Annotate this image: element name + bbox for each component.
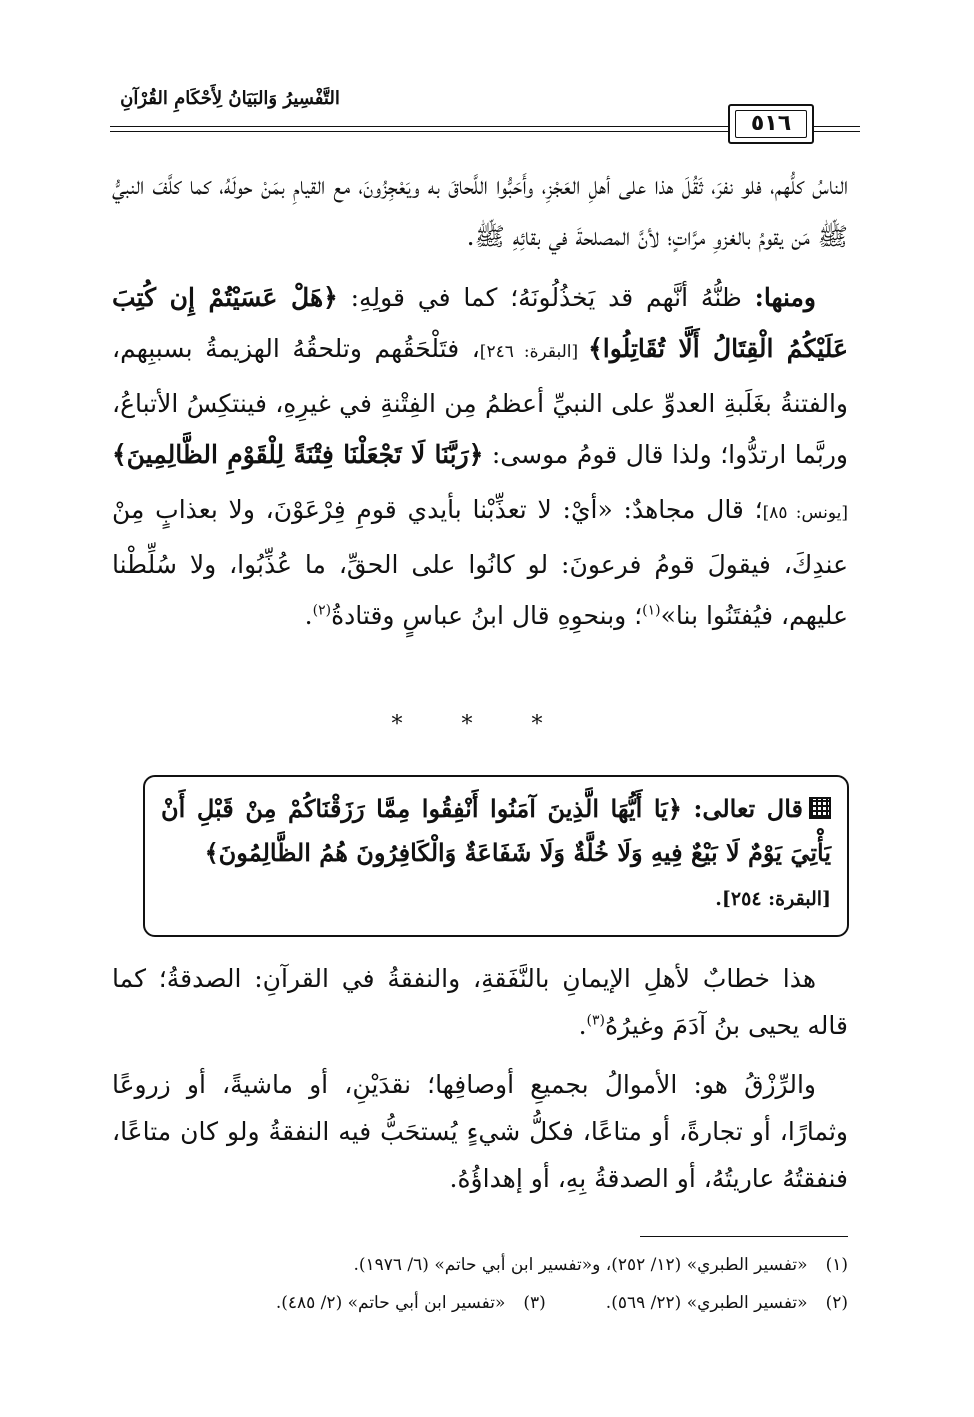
- footnote-rule: [640, 1236, 848, 1237]
- footnote-2-3: [112, 1284, 848, 1322]
- main-text: [112, 160, 848, 651]
- footnote-marker: (١): [642, 602, 661, 619]
- footnote-text: «تفسير ابن أبي حاتم» (٢/ ٤٨٥).: [275, 1293, 506, 1313]
- footnote-marker: (٣): [586, 1012, 606, 1029]
- verse-label: قال تعالى:: [693, 794, 804, 823]
- footnote-text: «تفسير الطبري» (١٢/ ٢٥٢)، و«تفسير ابن أبي حاتم» (٦/ ١٩٧٦).: [353, 1255, 808, 1275]
- footnote-marker: (٢): [312, 602, 332, 619]
- footnote-number: (١): [825, 1255, 848, 1275]
- verse-reference: [البقرة: ٢٥٤].: [715, 888, 831, 910]
- paragraph-text: ظنُّهُ أنَّهم قد يَخذُلُونَهُ؛ كما في قولِهِ:: [337, 283, 755, 312]
- paragraph-3: [112, 955, 848, 1049]
- quran-verse: ﴿رَبَّنَا لَا تَجْعَلْنَا فِتْنَةً لِلْقَوْمِ الظَّالِمِينَ﴾: [112, 440, 484, 469]
- footnote-text: «تفسير الطبري» (٢٢/ ٥٦٩).: [605, 1293, 808, 1313]
- paragraph-1: الناسُ كلُّهم، فلو نفرَ، ثَقُلَ هذا على أهلِ العَجْزِ، وأَحَبُّوا اللَّحاقَ به ويَعْجِزُونَ، مع القيامِ بمَنْ حولَهُ، كما كلَّفَ النبيُّ ﷺ مَن يقومُ بالغزوِ مرَّاتٍ؛ لأنَّ المصلحةَ في بقائِهِ ﷺ.: [112, 171, 848, 251]
- page-header: [110, 82, 860, 152]
- paragraph-text: .: [304, 601, 313, 630]
- page-number-frame: [728, 104, 814, 144]
- paragraph-4: والرِّزْقُ هو: الأموالُ بجميعِ أوصافِها؛ نقدَيْنِ، أو ماشيةً، أو زروعًا وثمارًا، أو تجارةً، أو متاعًا، فكلُّ شيءٍ يُستحَبُّ فيه النفقةُ ولو كان متاعًا، فنفقتُهُ عاريتُهُ، أو الصدقةُ بِهِ، أو إهداؤُهُ.: [112, 1070, 848, 1193]
- footnote-number: (٢): [825, 1293, 848, 1313]
- footnote-1: [112, 1246, 848, 1284]
- verse-reference: [يونس: ٨٥]: [762, 503, 848, 523]
- paragraph-text: ، فتَلْحَقُهم وتلحقُهُ الهزيمةُ بسببِهم، والفتنةُ بغَلَبةِ العدوِّ على النبيِّ أعظمُ مِن الفِتْنةِ في غيرِهِ، فينتكِسُ الأتباعُ، وربَّما ارتدُّوا؛ ولذا قال قومُ موسى:: [112, 334, 848, 469]
- book-title: التَّفْسِيرُ وَالبَيَانُ لِأَحْكَامِ القُرْآنِ: [120, 88, 340, 109]
- verse-box: [143, 775, 849, 937]
- paragraph-text: .: [578, 1011, 587, 1040]
- paragraph-text: هذا خطابٌ لأهلِ الإيمانِ بالنَّفَقةِ، والنفقةُ في القرآنِ: الصدقةُ؛ كما قاله يحيى بنُ آدَمَ وغيرُهُ: [112, 964, 848, 1040]
- ornament-icon: [809, 797, 831, 819]
- main-text-lower: [112, 955, 848, 1214]
- quran-verse: ﴿يَا أَيُّهَا الَّذِينَ آمَنُوا أَنْفِقُوا مِمَّا رَزَقْنَاكُمْ مِنْ قَبْلِ أَنْ يَأْتِيَ يَوْمٌ لَا بَيْعٌ فِيهِ وَلَا خُلَّةٌ وَلَا شَفَاعَةٌ وَالْكَافِرُونَ هُمُ الظَّالِمُونَ﴾: [161, 794, 831, 867]
- quran-verse: ﴿هَلْ عَسَيْتُمْ إِن كُتِبَ عَلَيْكُمُ الْقِتَالُ أَلَّا تُقَاتِلُوا﴾: [112, 283, 848, 363]
- paragraph-2: [112, 272, 848, 641]
- footnotes: [112, 1246, 848, 1322]
- paragraph-text: ؛ وبنحوِهِ قال ابنُ عباسٍ وقتادةُ: [331, 601, 643, 630]
- verse-reference: [البقرة: ٢٤٦]: [479, 342, 589, 362]
- section-separator: * * *: [391, 712, 569, 737]
- paragraph-text: ؛ قال مجاهدٌ: «أيْ: لا تعذِّبْنا بأيدي قومِ فِرْعَوْنَ، ولا بعذابٍ مِنْ عندِكَ، فيقولَ قومُ فرعونَ: لو كانُوا على الحقِّ، ما عُذِّبُوا، ولا سُلِّطْنا عليهم، فيُفتَنُوا بنا»: [112, 495, 848, 630]
- page-number: ٥١٦: [750, 111, 792, 136]
- footnote-number: (٣): [523, 1293, 546, 1313]
- paragraph-lead: ومنها:: [754, 283, 816, 312]
